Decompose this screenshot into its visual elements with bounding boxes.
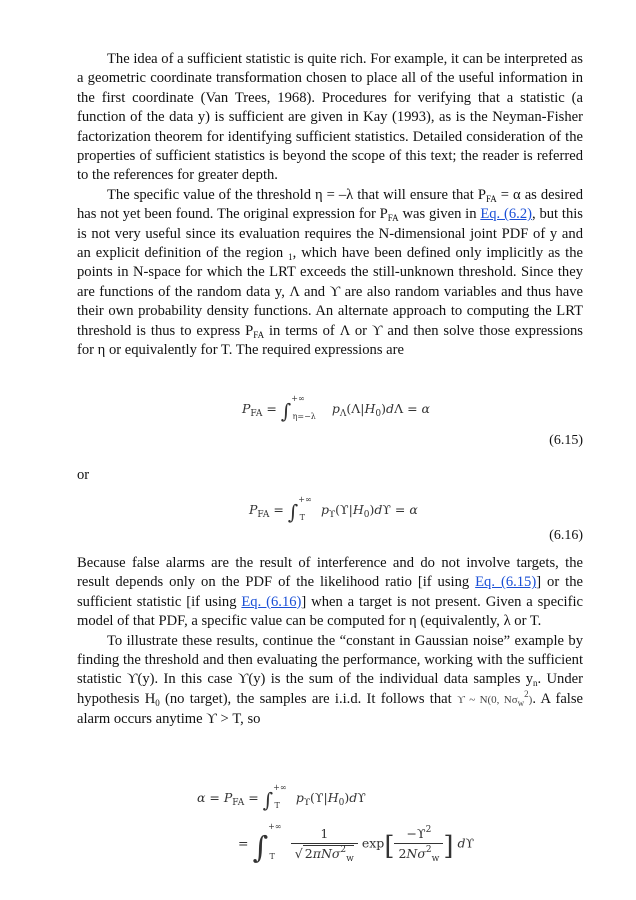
paragraph-text: The idea of a sufficient statistic is quite rich. For example, it can be interpreted as a geometric coordinate transformation chosen to place all of the useful information in the first coordinate (Van Trees, 1968). Procedures for verifying that a statistic (a function of the data y) is sufficient are given in Kay (1993), as is the Neyman-Fisher factorization theorem for identifying sufficient statistics. Detailed consideration of the properties of sufficient statistics is beyond the scope of this text; the reader is referred to the references for greater depth.: [77, 51, 583, 184]
eq-6-16-link[interactable]: Eq. (6.16): [241, 593, 302, 610]
text-run: = α as desired has not yet been found. The original expression for P: [77, 186, 583, 223]
subscript: 1: [288, 252, 293, 263]
text-run: (no target), the samples are i.i.d. It follows that: [159, 690, 457, 707]
equation-alpha-line-2: = $\int^{+\infty}_T$ $\frac{1}{√ 2\pi N\sigma^2_w}$ exp[ $\frac{-ϒ^2}{2N\sigma^2_w}$ ] dϒ: [238, 822, 475, 866]
equation-6-15: $P_{FA} = \int^{+\infty}_{\eta=-\lambda}$ $p_\Lambda(\Lambda|H_0)d\Lambda = \alpha$: [242, 394, 430, 423]
subscript: w: [517, 697, 525, 708]
eq-6-15-link[interactable]: Eq. (6.15): [475, 574, 537, 591]
inline-distribution-end: ): [528, 693, 533, 706]
equation-number-6-16: (6.16): [549, 528, 583, 543]
text-run: The specific value of the threshold η = –λ that will ensure that P: [107, 186, 486, 203]
text-run: To illustrate these results, continue the “constant in Gaussian noise” example by finding the threshold and then evaluating the performance, working with the sufficient statistic ϒ(y). In this case ϒ(y) is the sum of the individual data samples y: [77, 632, 583, 688]
subscript: FA: [387, 213, 399, 224]
inline-distribution: [456, 688, 533, 708]
text-run: . Under hypothesis H: [77, 671, 583, 707]
subscript: FA: [485, 193, 497, 204]
exponent-fraction: $\frac{-ϒ^2}{2N\sigma^2_w}$: [394, 824, 443, 864]
eq-6-2-link[interactable]: Eq. (6.2): [480, 206, 532, 223]
subscript: FA: [253, 329, 265, 340]
text-run: . A false alarm occurs anytime ϒ > T, so: [77, 690, 584, 728]
text-run: was given in: [398, 206, 481, 223]
paragraph-sufficient-statistic: [77, 50, 583, 186]
equation-6-16: $P_{FA} = \int^{+\infty}_T$ $p_ϒ(ϒ|H_0)dϒ = \alpha$: [249, 495, 418, 524]
subscript: 0: [155, 697, 160, 708]
superscript: 2: [524, 688, 529, 699]
body-text: [77, 50, 583, 361]
equation-alpha-line-1: $\alpha = P_{FA} = \int^{+\infty}_T$ $p_ϒ(ϒ|H_0)dϒ$: [197, 783, 366, 812]
body-text-2: [77, 554, 583, 730]
gaussian-coefficient: $\frac{1}{√ 2\pi N\sigma^2_w}$: [291, 824, 358, 864]
text-run: ] or the sufficient statistic [if using: [77, 574, 583, 610]
text-run: in terms of Λ or ϒ and then solve those expressions for η or equivalently for T. The required expressions are: [77, 322, 583, 359]
or-text: [77, 466, 583, 485]
paragraph-threshold: [77, 186, 583, 361]
text-run: ] when a target is not present. Given a specific model of that PDF, a specific value can be computed for η (equivalently, λ or T.: [77, 593, 583, 630]
text-run: , which have been defined only implicitly as the points in N-space for which the LRT exceeds the still-unknown threshold. Since they are functions of the random data y, Λ and ϒ are also random variables and thus have their own probability density functions. An alternate approach to computing the LRT threshold is thus to express P: [77, 245, 583, 339]
text-run: Because false alarms are the result of interference and do not involve targets, the result depends only on the PDF of the likelihood ratio [if using: [77, 555, 583, 591]
inline-distribution-text: ϒ ~ N(0, Nσ: [456, 693, 518, 706]
paragraph-false-alarms: [77, 554, 583, 632]
subscript: n: [533, 678, 538, 689]
or-word: or: [77, 467, 90, 483]
equation-number-6-15: (6.15): [549, 433, 583, 448]
paragraph-illustrate: [77, 632, 583, 730]
text-run: , but this is not very useful since its evaluation requires the N-dimensional joint PDF of y and an explicit definition of the region: [77, 206, 583, 262]
